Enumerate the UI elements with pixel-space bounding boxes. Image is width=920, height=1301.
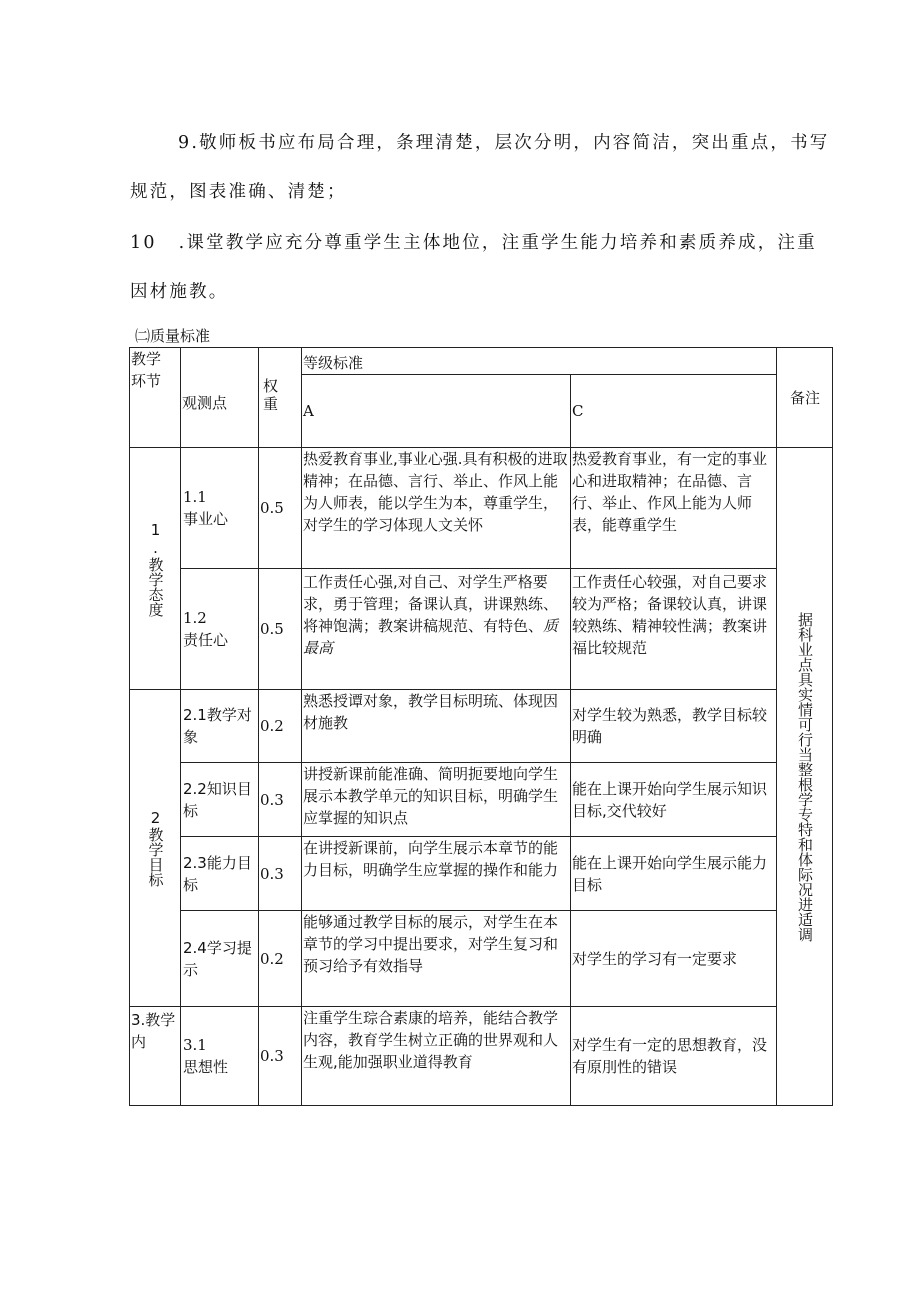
paragraph-9-text: .敬师板书应布局合理，条理清楚，层次分明，内容简洁，突出重点，书写规范，图表准确、清楚；: [130, 133, 830, 202]
group-3-label: 3.教学内: [130, 1007, 181, 1106]
point-2-4: 2.4学习提示: [181, 911, 259, 1007]
header-grade-c: C: [571, 375, 777, 448]
grade-a-2-3: 在讲授新课前，向学生展示本章节的能力目标，明确学生应掌握的操作和能力: [302, 837, 571, 911]
grade-c-2-2: 能在上课开始向学生展示知识目标,交代较好: [571, 763, 777, 837]
header-grade-standard: 等级标准: [302, 348, 777, 375]
point-1-1: 1.1 事业心: [181, 448, 259, 569]
header-remarks: 备注: [777, 348, 833, 448]
point-1-2: 1.2 责任心: [181, 569, 259, 690]
header-grade-a: A: [302, 375, 571, 448]
quality-standard-table: [129, 347, 833, 1106]
grade-a-2-2: 讲授新课前能准确、简明扼要地向学生展示本教学单元的知识目标，明确学生应掌握的知识点: [302, 763, 571, 837]
paragraph-9: [130, 119, 830, 217]
point-2-1: 2.1教学对象: [181, 690, 259, 763]
grade-c-2-3: 能在上课开始向学生展示能力目标: [571, 837, 777, 911]
grade-c-1-2: 工作责任心较强，对自己要求较为严格；备课较认真，讲课较熟练、精神较性满；教案讲福比较规范: [571, 569, 777, 690]
grade-c-2-1: 对学生较为熟悉，教学目标较明确: [571, 690, 777, 763]
grade-a-2-1: 熟悉授谭对象，教学目标明琉、体现因材施教: [302, 690, 571, 763]
paragraph-10-text: .课堂教学应充分尊重学生主体地位，注重学生能力培养和素质养成，注重因材施教。: [130, 233, 817, 302]
weight-2-2: 0.3: [259, 763, 302, 837]
group-1-label: 1.教学态度: [130, 448, 181, 690]
grade-a-2-4: 能够通过教学目标的展示，对学生在本章节的学习中提出要求，对学生复习和预习给予有效指导: [302, 911, 571, 1007]
paragraph-10-number: 10: [130, 233, 157, 253]
paragraph-9-number: 9: [178, 133, 192, 153]
grade-a-1-2: 工作责任心强,对自己、对学生严格要求，勇于管理；备课认真，讲课熟练、将神饱满；教案讲稿规范、有特色、质最高: [302, 569, 571, 690]
remarks-cell: 据科业点具实情可行当整根学专特和体际况进适调: [777, 448, 833, 1106]
point-3-1: 3.1 思想性: [181, 1007, 259, 1106]
weight-3-1: 0.3: [259, 1007, 302, 1106]
weight-2-1: 0.2: [259, 690, 302, 763]
weight-1-1: 0.5: [259, 448, 302, 569]
weight-2-4: 0.2: [259, 911, 302, 1007]
grade-a-1-1: 热爱教育事业,事业心强.具有积极的进取精神；在品德、言行、举止、作风上能为人师表，能以学生为本，尊重学生，对学生的学习体现人文关怀: [302, 448, 571, 569]
grade-c-3-1: 对学生有一定的思想教育，没有原刖性的错误: [571, 1007, 777, 1106]
point-2-3: 2.3能力目标: [181, 837, 259, 911]
point-2-2: 2.2知识目标: [181, 763, 259, 837]
paragraph-10: [130, 219, 830, 317]
grade-a-3-1: 注重学生琮合素康的培养，能结合教学内容，教育学生树立正确的世界观和人生观,能加强职业道得教育: [302, 1007, 571, 1106]
weight-1-2: 0.5: [259, 569, 302, 690]
header-stage: 教学环节: [130, 348, 181, 448]
grade-c-1-1: 热爱教育事业，有一定的事业心和进取精神；在品德、言行、举止、作风上能为人师表，能尊重学生: [571, 448, 777, 569]
section-title: ㈡质量标准: [135, 327, 211, 345]
header-weight: 权重: [259, 348, 302, 448]
weight-2-3: 0.3: [259, 837, 302, 911]
grade-c-2-4: 对学生的学习有一定要求: [571, 911, 777, 1007]
group-2-label: 2教学目标: [130, 690, 181, 1007]
header-observation: 观测点: [181, 348, 259, 448]
